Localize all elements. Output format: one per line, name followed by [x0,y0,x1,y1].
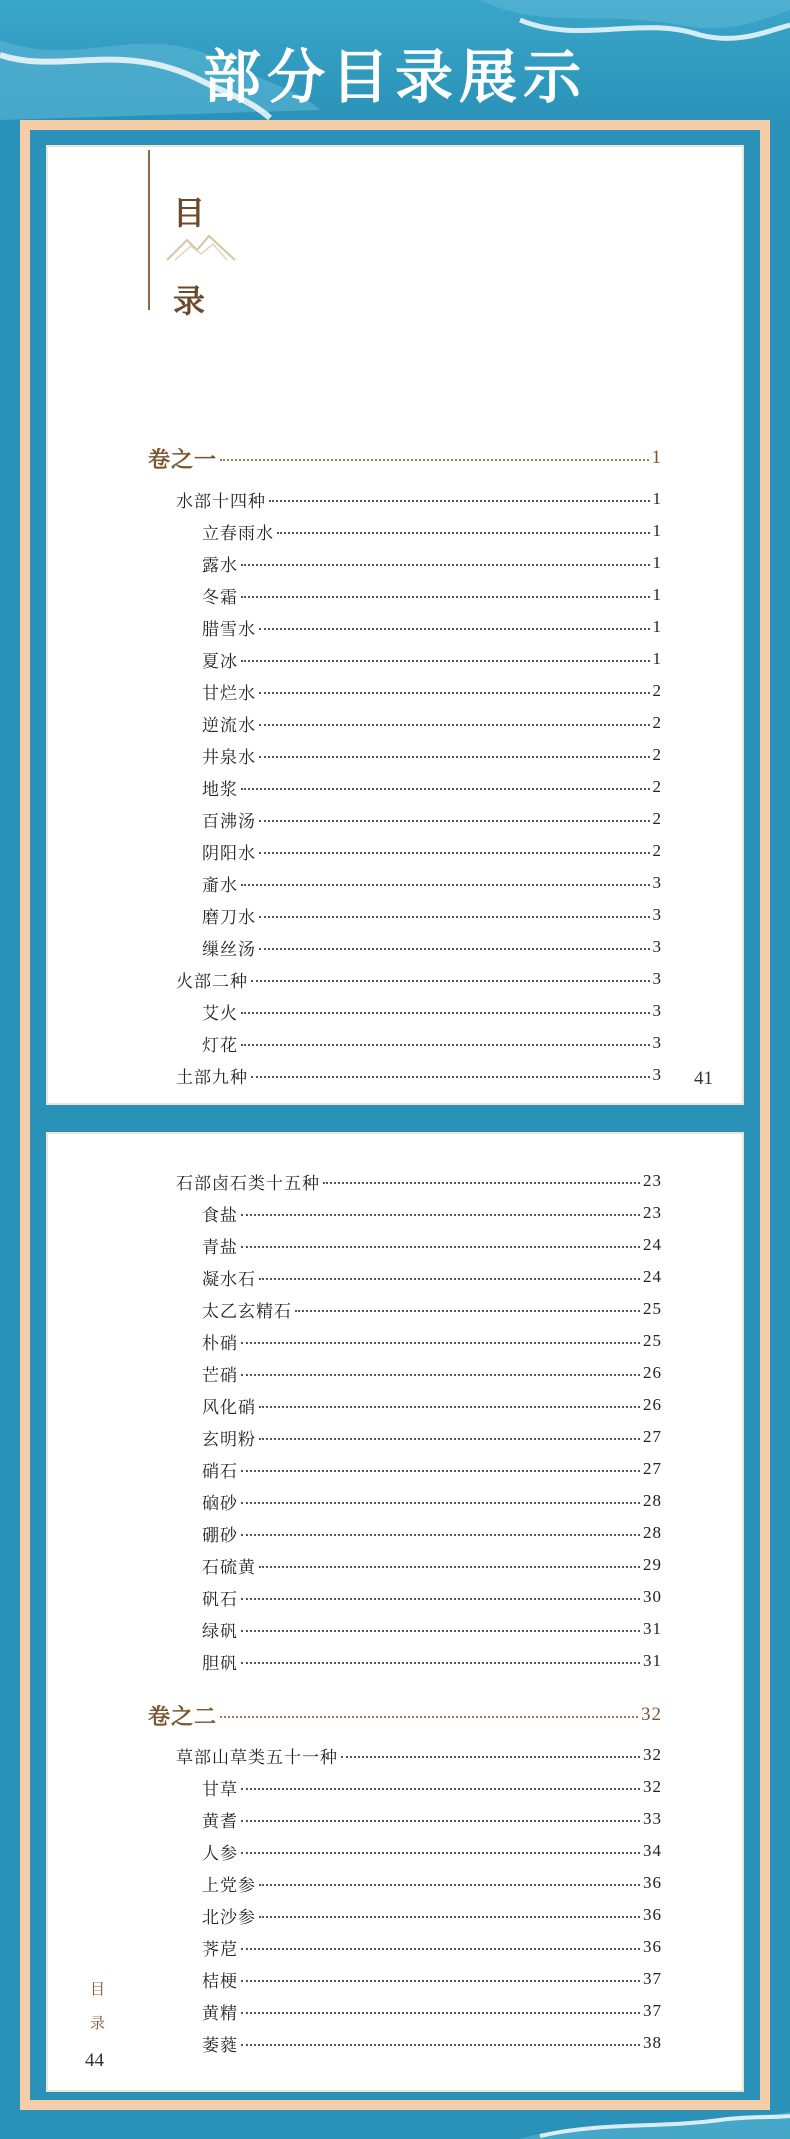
toc-entry-page: 33 [643,1809,662,1828]
toc-entry-page: 3 [652,1065,662,1084]
dot-leader [220,459,648,461]
dot-leader [259,724,650,726]
toc-entry-label: 黄精 [202,2003,238,2024]
toc-volume-row [148,1702,662,1728]
toc-entry-label: 露水 [202,555,238,576]
dot-leader [241,1820,640,1822]
dot-leader [259,1406,640,1408]
toc-entry-row [202,582,662,608]
toc-entry-row [202,1200,662,1226]
dot-leader [241,660,650,662]
toc-entry-row [202,934,662,960]
toc-entry-page: 3 [652,969,662,988]
dot-leader [241,1374,640,1376]
toc-entry-label: 朴硝 [202,1333,238,1354]
toc-entry-label: 甘烂水 [202,683,256,704]
toc-entry-page: 25 [643,1331,662,1350]
toc-entry-row [202,1232,662,1258]
toc-entry-row [202,998,662,1024]
toc-entry-row [202,1424,662,1450]
toc-entry-page: 2 [652,809,662,828]
toc-entry-row [176,1742,662,1768]
toc-entry-label: 石硫黄 [202,1557,256,1578]
dot-leader [259,628,650,630]
toc-entry-page: 31 [643,1651,662,1670]
toc-entry-row [176,486,662,512]
dot-leader [241,2044,640,2046]
toc-entry-label: 冬霜 [202,587,238,608]
toc-entry-label: 灯花 [202,1035,238,1056]
dot-leader [241,1044,650,1046]
toc-entry-page: 32 [641,1704,662,1725]
toc-entry-label: 卷之二 [148,1703,218,1730]
toc-entry-row [202,614,662,640]
toc-entry-row [202,1520,662,1546]
toc-entry-row [202,646,662,672]
toc-entry-page: 32 [643,1745,662,1764]
toc-entry-row [202,1360,662,1386]
toc-entry-page: 26 [643,1395,662,1414]
dot-leader [269,500,650,502]
toc-entry-row [202,1552,662,1578]
dot-leader [259,820,650,822]
toc-entry-row [202,710,662,736]
toc-volume-row [148,445,662,471]
toc-entry-page: 26 [643,1363,662,1382]
toc-heading-char-2: 录 [173,282,206,320]
toc-entry-label: 逆流水 [202,715,256,736]
dot-leader [259,1916,640,1918]
dot-leader [241,1788,640,1790]
dot-leader [241,1948,640,1950]
toc-entry-page: 3 [652,905,662,924]
toc-entry-label: 上党参 [202,1875,256,1896]
toc-entry-page: 3 [652,937,662,956]
toc-entry-page: 3 [652,1033,662,1052]
dot-leader [241,788,650,790]
dot-leader [241,564,650,566]
toc-entry-label: 齑水 [202,875,238,896]
toc-entry-page: 1 [652,585,662,604]
toc-entry-page: 2 [652,713,662,732]
toc-entry-page: 25 [643,1299,662,1318]
toc-entry-row [176,1168,662,1194]
toc-entry-page: 1 [652,489,662,508]
toc-entry-label: 矾石 [202,1589,238,1610]
toc-entry-page: 28 [643,1523,662,1542]
toc-entry-label: 土部九种 [176,1067,248,1088]
dot-leader [259,1438,640,1440]
toc-entry-row [176,966,662,992]
dot-leader [241,1342,640,1344]
toc-entry-label: 卷之一 [148,446,218,473]
toc-entry-row [202,774,662,800]
toc-entry-page: 24 [643,1235,662,1254]
dot-leader [259,1884,640,1886]
side-char-2: 录 [90,2014,106,2032]
dot-leader [295,1310,640,1312]
toc-entry-row [202,1806,662,1832]
toc-entry-row [202,1392,662,1418]
toc-entry-page: 37 [643,1969,662,1988]
toc-entry-page: 37 [643,2001,662,2020]
toc-entry-page: 23 [643,1203,662,1222]
dot-leader [259,1278,640,1280]
dot-leader [241,884,650,886]
toc-entry-page: 1 [652,521,662,540]
toc-entry-page: 38 [643,2033,662,2052]
toc-entry-label: 百沸汤 [202,811,256,832]
toc-entry-page: 3 [652,1001,662,1020]
toc-entry-label: 桔梗 [202,1971,238,1992]
toc-entry-page: 31 [643,1619,662,1638]
toc-entry-row [202,550,662,576]
dot-leader [241,596,650,598]
dot-leader [241,1980,640,1982]
toc-entry-row [202,1488,662,1514]
dot-leader [259,692,650,694]
toc-entry-row [176,1062,662,1088]
toc-entry-label: 磨刀水 [202,907,256,928]
toc-entry-label: 夏冰 [202,651,238,672]
toc-entry-label: 缫丝汤 [202,939,256,960]
dot-leader [323,1182,640,1184]
dot-leader [259,948,650,950]
toc-entry-page: 27 [643,1459,662,1478]
toc-entry-label: 风化硝 [202,1397,256,1418]
toc-entry-label: 硝石 [202,1461,238,1482]
toc-entry-page: 27 [643,1427,662,1446]
toc-entry-label: 萎蕤 [202,2035,238,2056]
toc-entry-row [202,1648,662,1674]
toc-entry-page: 1 [651,447,662,468]
mountain-icon [165,232,237,262]
toc-entry-page: 36 [643,1905,662,1924]
toc-entry-page: 36 [643,1937,662,1956]
toc-entry-row [202,2030,662,2056]
toc-entry-label: 水部十四种 [176,491,266,512]
toc-entry-label: 青盐 [202,1237,238,1258]
dot-leader [220,1716,638,1718]
toc-entry-label: 甘草 [202,1779,238,1800]
dot-leader [241,1012,650,1014]
toc-entry-page: 23 [643,1171,662,1190]
toc-entry-label: 井泉水 [202,747,256,768]
dot-leader [241,1630,640,1632]
toc-entry-row [202,1264,662,1290]
toc-entry-page: 1 [652,649,662,668]
toc-entry-page: 2 [652,745,662,764]
dot-leader [241,1534,640,1536]
toc-entry-row [202,1456,662,1482]
toc-entry-page: 2 [652,777,662,796]
toc-entry-row [202,1934,662,1960]
toc-entry-label: 阴阳水 [202,843,256,864]
toc-entry-row [202,518,662,544]
toc-entry-label: 荠苨 [202,1939,238,1960]
dot-leader [259,852,650,854]
toc-entry-row [202,1838,662,1864]
dot-leader [251,980,650,982]
toc-entry-page: 1 [652,553,662,572]
dot-leader [241,1214,640,1216]
toc-entry-label: 食盐 [202,1205,238,1226]
dot-leader [251,1076,650,1078]
toc-entry-label: 立春雨水 [202,523,274,544]
dot-leader [241,1502,640,1504]
toc-entry-row [202,678,662,704]
toc-entry-row [202,1030,662,1056]
toc-entry-row [202,1870,662,1896]
page-number-1: 41 [694,1068,713,1089]
dot-leader [241,1470,640,1472]
dot-leader [241,1598,640,1600]
toc-entry-label: 石部卤石类十五种 [176,1173,320,1194]
toc-entry-label: 凝水石 [202,1269,256,1290]
toc-entry-page: 28 [643,1491,662,1510]
toc-entry-row [202,1998,662,2024]
toc-entry-row [202,742,662,768]
heading-divider [148,150,150,310]
toc-entry-label: 硇砂 [202,1493,238,1514]
toc-entry-row [202,1296,662,1322]
page-title: 部分目录展示 [202,43,587,111]
toc-entry-row [202,838,662,864]
toc-entry-row [202,1966,662,1992]
toc-entry-row [202,1616,662,1642]
toc-entry-row [202,1584,662,1610]
toc-entry-page: 36 [643,1873,662,1892]
toc-entry-label: 芒硝 [202,1365,238,1386]
toc-entry-label: 北沙参 [202,1907,256,1928]
toc-entry-page: 32 [643,1777,662,1796]
dot-leader [259,916,650,918]
toc-entry-label: 人参 [202,1843,238,1864]
toc-entry-row [202,902,662,928]
toc-entry-row [202,1328,662,1354]
toc-entry-page: 24 [643,1267,662,1286]
toc-entry-label: 黄耆 [202,1811,238,1832]
toc-entry-label: 胆矾 [202,1653,238,1674]
toc-entry-page: 1 [652,617,662,636]
dot-leader [241,1852,640,1854]
dot-leader [341,1756,640,1758]
toc-entry-row [202,1902,662,1928]
toc-entry-label: 绿矾 [202,1621,238,1642]
toc-entry-label: 太乙玄精石 [202,1301,292,1322]
page-number-2: 44 [85,2050,104,2071]
toc-entry-label: 硼砂 [202,1525,238,1546]
dot-leader [241,2012,640,2014]
toc-entry-page: 2 [652,681,662,700]
toc-entry-label: 艾火 [202,1003,238,1024]
toc-entry-label: 草部山草类五十一种 [176,1747,338,1768]
side-char-1: 目 [90,1980,106,1998]
dot-leader [277,532,650,534]
dot-leader [259,756,650,758]
toc-entry-label: 火部二种 [176,971,248,992]
toc-entry-page: 3 [652,873,662,892]
toc-entry-page: 30 [643,1587,662,1606]
dot-leader [241,1662,640,1664]
toc-entry-page: 29 [643,1555,662,1574]
toc-entry-page: 2 [652,841,662,860]
toc-heading-char-1: 目 [173,194,206,232]
toc-entry-row [202,806,662,832]
dot-leader [241,1246,640,1248]
toc-entry-page: 34 [643,1841,662,1860]
bottom-wave-icon [0,2110,790,2139]
toc-entry-row [202,1774,662,1800]
header-banner [0,0,790,120]
toc-entry-label: 腊雪水 [202,619,256,640]
dot-leader [259,1566,640,1568]
toc-entry-row [202,870,662,896]
toc-entry-label: 玄明粉 [202,1429,256,1450]
toc-entry-label: 地浆 [202,779,238,800]
